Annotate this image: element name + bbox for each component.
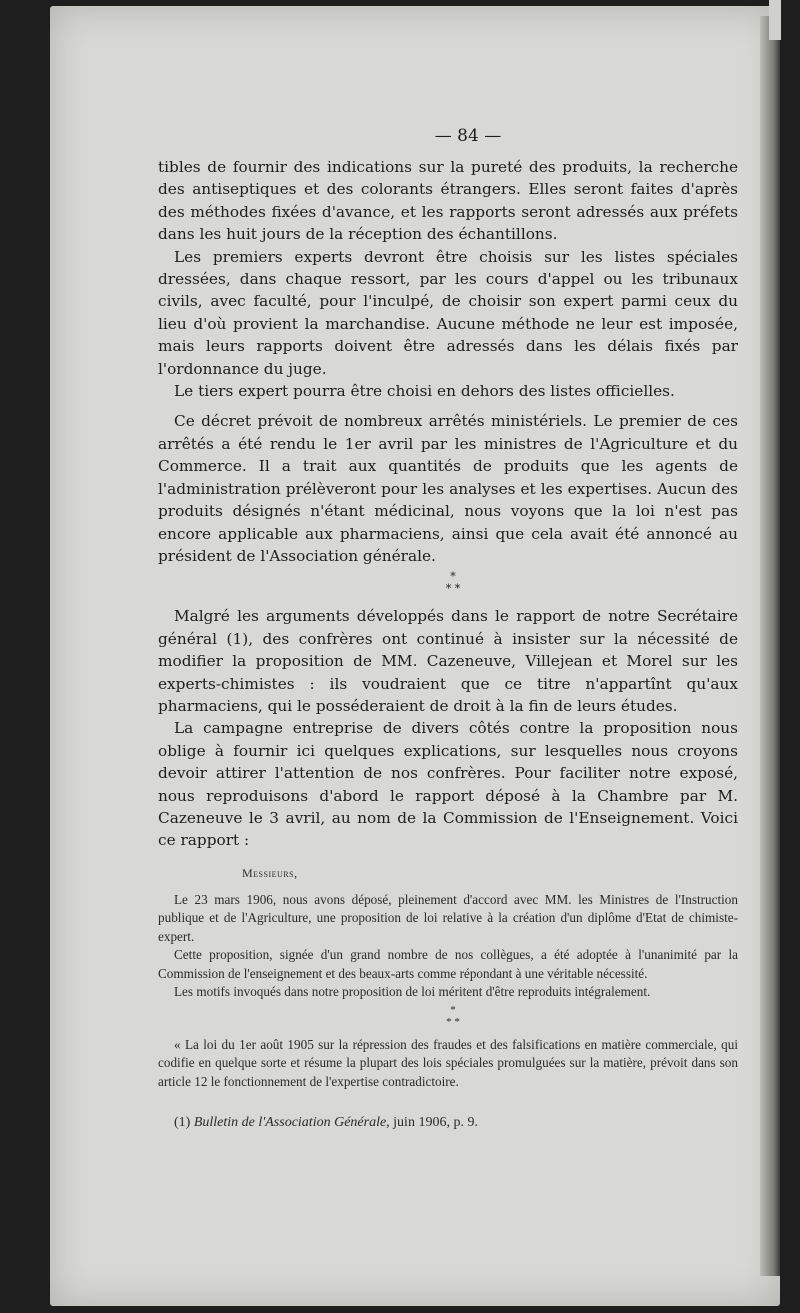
footnote-title: Bulletin de l'Association Générale [193,1115,387,1131]
paragraph: Ce décret prévoit de nombreux arrêtés ministériels. Le premier de ces arrêtés a été rendu le 1er avril par les ministres de l'Agriculture et du Commerce. Il a trait aux quantités de produits que les agents de l'administration prélèveront pour les analyses et les expertises. Aucun des produits désignés n'étant médicinal, nous voyons que la loi n'est pas encore applicable aux pharmaciens, ainsi que cela avait été annoncé au président de l'Association générale. [158,412,738,565]
page-tab [769,0,781,40]
separator-top-star: * [450,1003,456,1016]
quote-paragraph: Cette proposition, signée d'un grand nombre de nos collègues, a été adoptée à l'unanimité par la Commission de l'enseignement et des beaux-arts comme répondant à une véritable nécessité. [158,947,738,981]
paragraph: Le tiers expert pourra être choisi en dehors des listes officielles. [174,382,675,401]
paragraph: Malgré les arguments développés dans le rapport de notre Secrétaire général (1), des confrères ont continué à insister sur la nécessité de modifier la proposition de MM. Cazeneuve, Villejean et Morel sur les experts-chimistes : ils voudraient que ce titre n'appartînt qu'aux pharmaciens, qui le posséderaient de droit à la fin de leurs études. [158,607,738,715]
quote-paragraph: Les motifs invoqués dans notre proposition de loi méritent d'être reproduits intégralement. [174,984,651,1000]
page-edge [760,16,780,1276]
page-number: — 84 — [434,126,502,146]
section-separator [158,571,738,595]
separator-bottom-stars: * * [446,1015,460,1028]
page-content [158,126,738,1131]
paragraph: tibles de fournir des indications sur la pureté des produits, la recherche des antiseptiques et des colorants étrangers. Elles seront faites d'après des méthodes fixées d'avance, et les rapports seront adressés aux préfets dans les huit jours de la réception des échantillons. [158,158,738,244]
body-text [158,156,738,852]
footnote [158,1109,738,1131]
separator-bottom-stars: * * [445,582,461,596]
quote-paragraph: Le 23 mars 1906, nous avons déposé, pleinement d'accord avec MM. les Ministres de l'Instruction publique et de l'Agriculture, une proposition de loi relative à la création d'un diplôme d'Etat de chimiste-expert. [158,891,738,944]
footnote-marker: (1) [174,1115,194,1131]
quote-separator [158,1004,738,1028]
separator-top-star: * [450,570,456,584]
quoted-report [158,866,738,1092]
quote-paragraph: « La loi du 1er août 1905 sur la répression des fraudes et des falsifications en matière commerciale, qui codifie en quelque sorte et résume la plupart des lois spéciales promulguées sur la matière, prévoit dans son article 12 le fonctionnement de l'expertise contradictoire. [158,1036,738,1089]
salutation: Messieurs, [242,865,298,880]
paragraph: La campagne entreprise de divers côtés contre la proposition nous oblige à fournir ici quelques explications, sur lesquelles nous croyons devoir attirer l'attention de nos confrères. Pour faciliter notre exposé, nous reproduisons d'abord le rapport déposé à la Chambre par M. Cazeneuve le 3 avril, au nom de la Commission de l'Enseignement. Voici ce rapport : [158,719,738,850]
paragraph: Les premiers experts devront être choisis sur les listes spéciales dressées, dans chaque ressort, par les cours d'appel ou les tribunaux civils, avec faculté, pour l'inculpé, de choisir son expert parmi ceux du lieu d'où provient la marchandise. Aucune méthode ne leur est imposée, mais leurs rapports doivent être adressés dans les délais fixés par l'ordonnance du juge. [158,247,738,378]
footnote-rest: , juin 1906, p. 9. [386,1115,478,1131]
